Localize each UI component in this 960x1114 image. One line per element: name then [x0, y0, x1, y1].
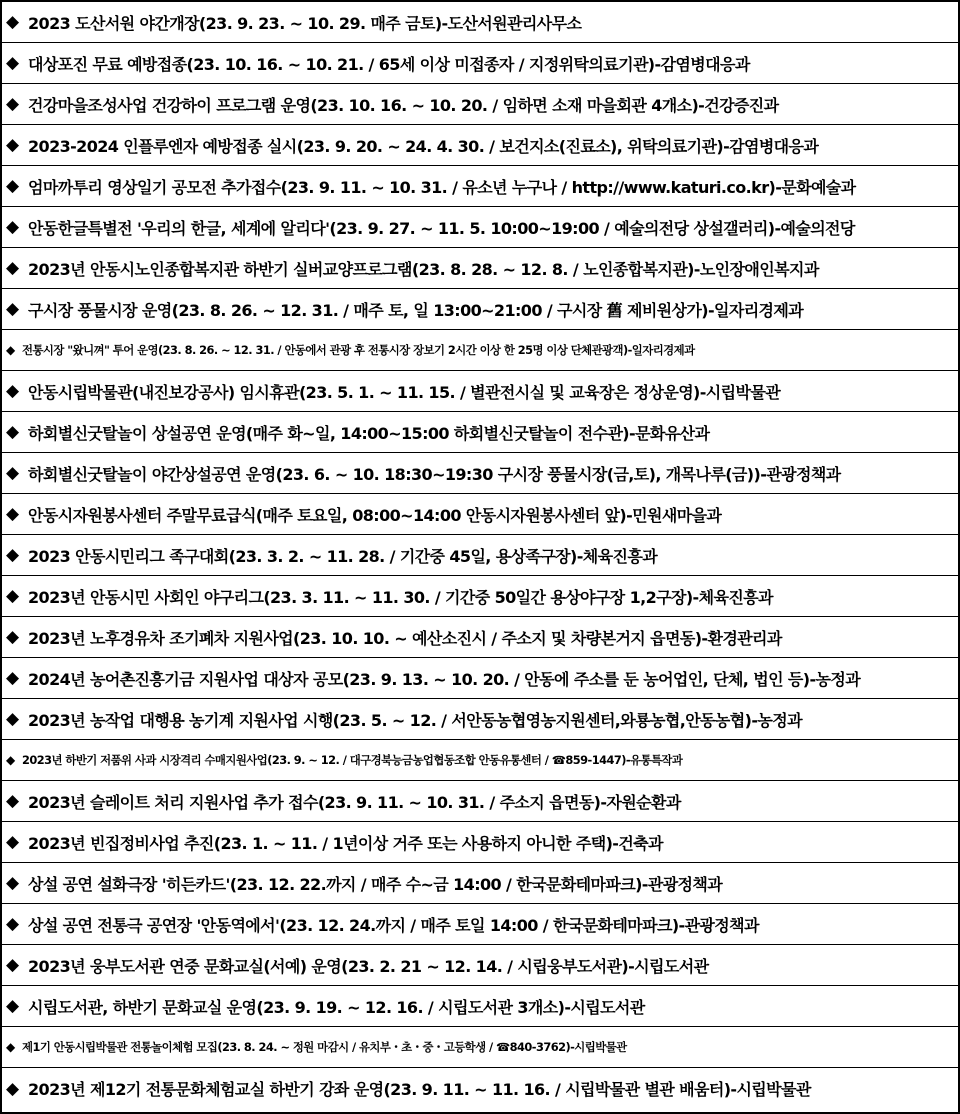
notice-row[interactable]	[2, 125, 958, 166]
notice-text: 2023년 슬레이트 처리 지원사업 추가 접수(23. 9. 11. ~ 10. 31. / 주소지 읍면동)-자원순환과	[28, 792, 681, 812]
diamond-bullet-icon: ◆	[6, 504, 19, 524]
diamond-bullet-icon: ◆	[6, 422, 19, 442]
notice-text: 2023년 제12기 전통문화체험교실 하반기 강좌 운영(23. 9. 11. ~ 11. 16. / 시립박물관 별관 배움터)-시립박물관	[28, 1080, 811, 1099]
notice-text: 2023년 빈집정비사업 추진(23. 1. ~ 11. / 1년이상 거주 또는 사용하지 아니한 주택)-건축과	[28, 833, 663, 853]
notice-row[interactable]	[2, 945, 958, 986]
diamond-bullet-icon: ◆	[6, 299, 19, 319]
notice-row[interactable]	[2, 576, 958, 617]
notice-text: 2023 도산서원 야간개장(23. 9. 23. ~ 10. 29. 매주 금토)-도산서원관리사무소	[28, 13, 582, 33]
notice-row[interactable]	[2, 207, 958, 248]
diamond-bullet-icon: ◆	[6, 832, 19, 852]
notice-row[interactable]	[2, 658, 958, 699]
notice-text: 하회별신굿탈놀이 야간상설공연 운영(23. 6. ~ 10. 18:30~19:30 구시장 풍물시장(금,토), 개목나루(금))-관광정책과	[28, 464, 841, 484]
notice-row[interactable]	[2, 986, 958, 1027]
diamond-bullet-icon: ◆	[6, 343, 15, 357]
notice-text: 시립도서관, 하반기 문화교실 운영(23. 9. 19. ~ 12. 16. / 시립도서관 3개소)-시립도서관	[28, 997, 645, 1017]
notice-text: 하회별신굿탈놀이 상설공연 운영(매주 화~일, 14:00~15:00 하회별신굿탈놀이 전수관)-문화유산과	[28, 423, 710, 443]
notice-text: 안동시자원봉사센터 주말무료급식(매주 토요일, 08:00~14:00 안동시자원봉사센터 앞)-민원새마을과	[28, 505, 722, 525]
diamond-bullet-icon: ◆	[6, 463, 19, 483]
notice-row[interactable]	[2, 84, 958, 125]
diamond-bullet-icon: ◆	[6, 12, 19, 32]
diamond-bullet-icon: ◆	[6, 94, 19, 114]
diamond-bullet-icon: ◆	[6, 1078, 19, 1099]
notice-text: 구시장 풍물시장 운영(23. 8. 26. ~ 12. 31. / 매주 토, 일 13:00~21:00 / 구시장 舊 제비원상가)-일자리경제과	[28, 300, 804, 320]
diamond-bullet-icon: ◆	[6, 53, 19, 73]
notice-text: 2023년 하반기 저품위 사과 시장격리 수매지원사업(23. 9. ~ 12. / 대구경북능금농업협동조합 안동유통센터 / ☎859-1447)-유통특작과	[22, 753, 683, 767]
notice-text: 2023년 안동시민 사회인 야구리그(23. 3. 11. ~ 11. 30. / 기간중 50일간 용상야구장 1,2구장)-체육진흥과	[28, 587, 773, 607]
diamond-bullet-icon: ◆	[6, 586, 19, 606]
diamond-bullet-icon: ◆	[6, 873, 19, 893]
diamond-bullet-icon: ◆	[6, 668, 19, 688]
notice-row[interactable]	[2, 330, 958, 371]
diamond-bullet-icon: ◆	[6, 996, 19, 1016]
notice-row[interactable]	[2, 43, 958, 84]
notice-row[interactable]	[2, 781, 958, 822]
diamond-bullet-icon: ◆	[6, 709, 19, 729]
notice-row[interactable]	[2, 535, 958, 576]
notice-text: 2023년 웅부도서관 연중 문화교실(서예) 운영(23. 2. 21 ~ 12. 14. / 시립웅부도서관)-시립도서관	[28, 956, 709, 976]
notice-row[interactable]	[2, 412, 958, 453]
diamond-bullet-icon: ◆	[6, 955, 19, 975]
diamond-bullet-icon: ◆	[6, 135, 19, 155]
notice-row[interactable]	[2, 904, 958, 945]
notice-row[interactable]	[2, 863, 958, 904]
notice-text: 2023년 안동시노인종합복지관 하반기 실버교양프로그램(23. 8. 28. ~ 12. 8. / 노인종합복지관)-노인장애인복지과	[28, 259, 819, 279]
diamond-bullet-icon: ◆	[6, 176, 19, 196]
diamond-bullet-icon: ◆	[6, 627, 19, 647]
notice-row[interactable]	[2, 617, 958, 658]
notice-text: 대상포진 무료 예방접종(23. 10. 16. ~ 10. 21. / 65세 이상 미접종자 / 지정위탁의료기관)-감염병대응과	[28, 54, 750, 74]
diamond-bullet-icon: ◆	[6, 791, 19, 811]
notice-text: 전통시장 "왔니껴" 투어 운영(23. 8. 26. ~ 12. 31. / 안동에서 관광 후 전통시장 장보기 2시간 이상 한 25명 이상 단체관광객)-일자리경제과	[22, 343, 695, 357]
notice-row[interactable]	[2, 371, 958, 412]
notice-row[interactable]	[2, 2, 958, 43]
notice-text: 2023년 노후경유차 조기폐차 지원사업(23. 10. 10. ~ 예산소진시 / 주소지 및 차량본거지 읍면동)-환경관리과	[28, 628, 782, 648]
diamond-bullet-icon: ◆	[6, 217, 19, 237]
notice-row[interactable]	[2, 1068, 958, 1109]
notice-text: 엄마까투리 영상일기 공모전 추가접수(23. 9. 11. ~ 10. 31. / 유소년 누구나 / http://www.katuri.co.kr)-문화예술과	[28, 177, 856, 197]
diamond-bullet-icon: ◆	[6, 914, 19, 934]
notice-row[interactable]	[2, 1027, 958, 1068]
notice-text: 상설 공연 전통극 공연장 '안동역에서'(23. 12. 24.까지 / 매주 토일 14:00 / 한국문화테마파크)-관광정책과	[28, 915, 759, 935]
notice-text: 2024년 농어촌진흥기금 지원사업 대상자 공모(23. 9. 13. ~ 10. 20. / 안동에 주소를 둔 농어업인, 단체, 법인 등)-농정과	[28, 669, 861, 689]
diamond-bullet-icon: ◆	[6, 258, 19, 278]
notice-row[interactable]	[2, 822, 958, 863]
notice-text: 안동한글특별전 '우리의 한글, 세계에 알리다'(23. 9. 27. ~ 11. 5. 10:00~19:00 / 예술의전당 상설갤러리)-예술의전당	[28, 218, 855, 238]
notice-row[interactable]	[2, 494, 958, 535]
notice-text: 안동시립박물관(내진보강공사) 임시휴관(23. 5. 1. ~ 11. 15. / 별관전시실 및 교육장은 정상운영)-시립박물관	[28, 382, 781, 402]
notice-text: 2023 안동시민리그 족구대회(23. 3. 2. ~ 11. 28. / 기간중 45일, 용상족구장)-체육진흥과	[28, 546, 658, 566]
notice-text: 건강마을조성사업 건강하이 프로그램 운영(23. 10. 16. ~ 10. 20. / 임하면 소재 마을회관 4개소)-건강증진과	[28, 95, 779, 115]
diamond-bullet-icon: ◆	[6, 753, 15, 767]
notice-row[interactable]	[2, 166, 958, 207]
notice-text: 제1기 안동시립박물관 전통놀이체험 모집(23. 8. 24. ~ 정원 마감시 / 유치부・초・중・고등학생 / ☎840-3762)-시립박물관	[22, 1040, 627, 1054]
notice-row[interactable]	[2, 740, 958, 781]
notice-text: 상설 공연 설화극장 '히든카드'(23. 12. 22.까지 / 매주 수~금 14:00 / 한국문화테마파크)-관광정책과	[28, 874, 723, 894]
diamond-bullet-icon: ◆	[6, 1040, 15, 1054]
notice-text: 2023년 농작업 대행용 농기계 지원사업 시행(23. 5. ~ 12. / 서안동농협영농지원센터,와룡농협,안동농협)-농정과	[28, 710, 802, 730]
notice-row[interactable]	[2, 289, 958, 330]
diamond-bullet-icon: ◆	[6, 545, 19, 565]
notice-row[interactable]	[2, 453, 958, 494]
notice-row[interactable]	[2, 699, 958, 740]
notice-text: 2023-2024 인플루엔자 예방접종 실시(23. 9. 20. ~ 24. 4. 30. / 보건지소(진료소), 위탁의료기관)-감염병대응과	[28, 136, 819, 156]
diamond-bullet-icon: ◆	[6, 381, 19, 401]
notice-row[interactable]	[2, 248, 958, 289]
